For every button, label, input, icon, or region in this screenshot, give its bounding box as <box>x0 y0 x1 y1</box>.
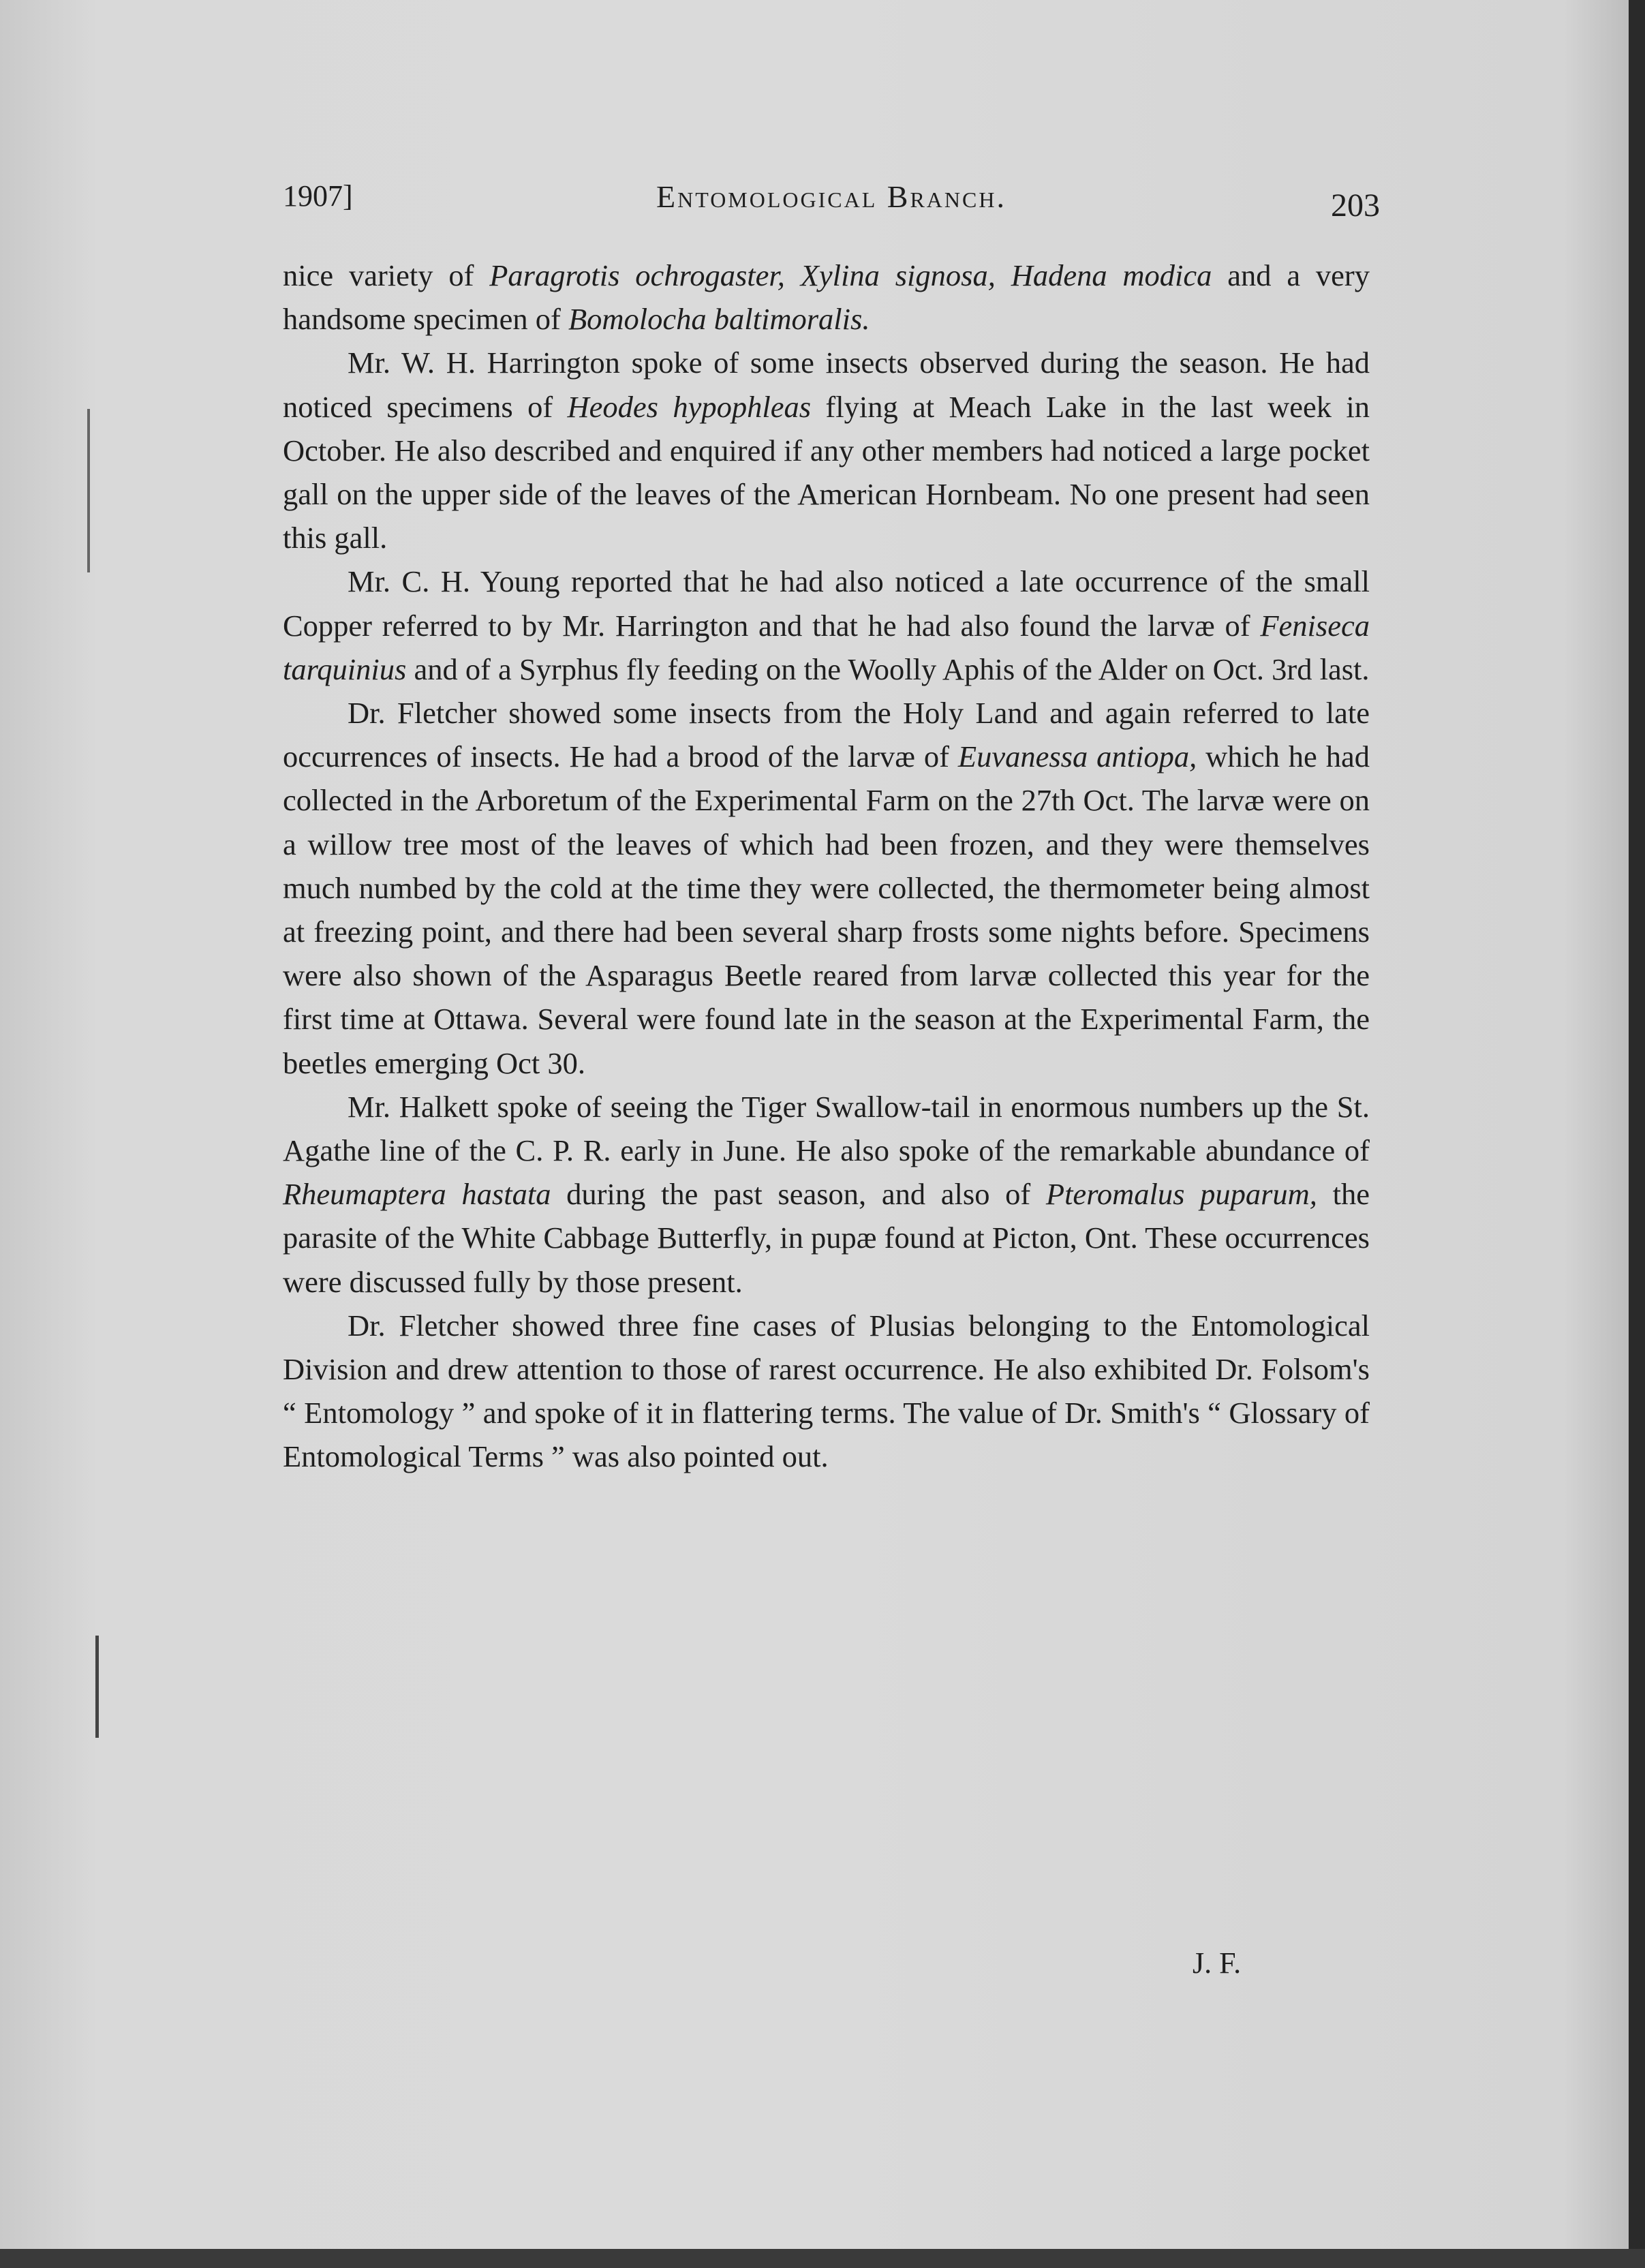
species-name: Paragrotis ochrogaster, Xylina signosa, Hadena modica <box>489 258 1212 292</box>
signature-initials: J. F. <box>1193 1946 1242 1980</box>
running-header <box>283 179 1380 226</box>
species-name: Rheumaptera hastata <box>283 1177 551 1212</box>
header-year: 1907] <box>283 179 353 213</box>
paragraph: Dr. Fletcher showed some insects from the Holy Land and again referred to late occurrences of insects. He had a brood of the larvæ of Euvanessa antiopa, which he had collected in the Arboretum of the Experimental Farm on the 27th Oct. The larvæ were on a willow tree most of the leaves of which had been frozen, and they were themselves much numbed by the cold at the time they were collected, the thermometer being almost at freezing point, and there had been several sharp frosts some nights before. Specimens were also shown of the Asparagus Beetle reared from larvæ collected this year for the first time at Ottawa. Several were found late in the season at the Experimental Farm, the beetles emerging Oct 30. <box>283 696 1370 1080</box>
scan-bottom-edge <box>0 2249 1645 2268</box>
margin-mark <box>95 1636 99 1738</box>
scan-right-edge <box>1629 0 1645 2268</box>
species-name: Bomolocha baltimoralis. <box>568 302 870 337</box>
species-name: Euvanessa antiopa, <box>957 739 1197 774</box>
paragraph: Mr. W. H. Harrington spoke of some insects observed during the season. He had noticed specimens of Heodes hypophleas flying at Meach Lake in the last week in October. He also described and enquired if any other members had noticed a large pocket gall on the upper side of the leaves of the American Hornbeam. No one present had seen this gall. <box>283 346 1370 555</box>
paragraph: Mr. Halkett spoke of seeing the Tiger Swallow-tail in enormous numbers up the St. Agathe line of the C. P. R. early in June. He also spoke of the remarkable abundance of Rheumaptera hastata during the past season, and also of Pteromalus puparum, the parasite of the White Cabbage Butterfly, in pupæ found at Picton, Ont. These occurrences were discussed fully by those present. <box>283 1089 1370 1299</box>
body-text <box>283 254 1370 1479</box>
header-section-title: Entomological Branch. <box>656 179 1006 214</box>
page-number: 203 <box>1331 187 1380 224</box>
species-name: Pteromalus puparum, <box>1045 1177 1317 1212</box>
paragraph: Mr. C. H. Young reported that he had also noticed a late occurrence of the small Copper referred to by Mr. Harrington and that he had also found the larvæ of Feniseca tarquinius and of a Syrphus fly feeding on the Woolly Aphis of the Alder on Oct. 3rd last. <box>283 564 1370 686</box>
species-name: Feniseca tarquinius <box>283 608 1370 686</box>
paragraph: Dr. Fletcher showed three fine cases of Plusias belonging to the Entomological Division and drew attention to those of rarest occurrence. He also exhibited Dr. Folsom's “ Entomology ” and spoke of it in flattering terms. The value of Dr. Smith's “ Glossary of Entomological Terms ” was also pointed out. <box>283 1308 1370 1474</box>
paragraph: nice variety of Paragrotis ochrogaster, Xylina signosa, Hadena modica and a very handsome specimen of Bomolocha baltimoralis. <box>283 258 1370 337</box>
species-name: Heodes hypophleas <box>567 389 812 424</box>
margin-mark <box>87 409 90 572</box>
